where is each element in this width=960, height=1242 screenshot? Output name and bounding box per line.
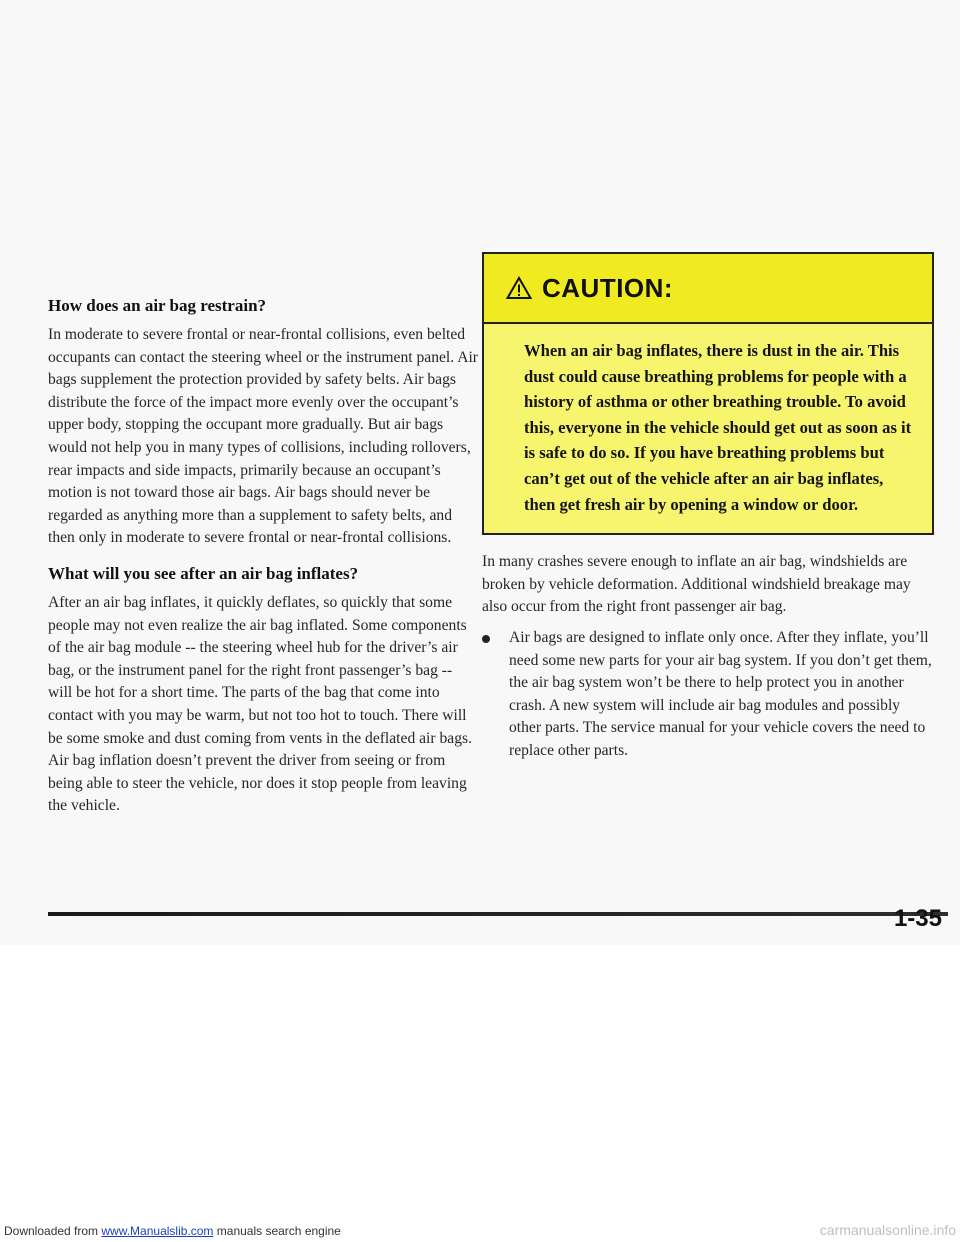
- manualslib-link[interactable]: www.Manualslib.com: [101, 1224, 214, 1238]
- left-column: [48, 296, 478, 826]
- paragraph-windshield: In many crashes severe enough to inflate an air bag, windshields are broken by vehicle deformation. Additional windshield breakage may also occur from the right front passenger air bag.: [482, 553, 911, 616]
- watermark-text: carmanualsonline.info: [819, 1222, 956, 1238]
- warning-triangle-icon: [506, 276, 532, 300]
- footer-suffix: manuals search engine: [213, 1224, 341, 1238]
- right-column: [482, 252, 934, 771]
- footer-prefix: Downloaded from: [4, 1224, 102, 1238]
- bullet-dot-icon: [482, 635, 490, 643]
- paragraph-restrain: In moderate to severe frontal or near-frontal collisions, even belted occupants can contact the steering wheel or the instrument panel. Air bags supplement the protection provided by safety belts. Air bags distribute the force of the impact more evenly over the occupant’s upper body, stopping the occupant more gradually. But air bags would not help you in many types of collisions, including rollovers, rear impacts and side impacts, primarily because an occupant’s motion is not toward those air bags. Air bags should never be regarded as anything more than a supplement to safety belts, and then only in moderate to severe frontal or near-frontal collisions.: [48, 326, 478, 547]
- caution-title: CAUTION:: [542, 272, 674, 303]
- bullet-text: Air bags are designed to inflate only once. After they inflate, you’ll need some new parts for your air bag system. If you don’t get them, the air bag system won’t be there to help protect you in another crash. A new system will include air bag modules and possibly other parts. The service manual for your vehicle covers the need to replace other parts.: [509, 628, 932, 759]
- download-footer: [4, 1224, 341, 1238]
- section-heading-restrain: How does an air bag restrain?: [48, 296, 267, 315]
- section-heading-after-inflation: What will you see after an air bag inflates?: [48, 563, 359, 583]
- paragraph-after-inflation: After an air bag inflates, it quickly deflates, so quickly that some people may not even realize the air bag inflated. Some components of the air bag module -- the steering wheel hub for the driver’s air bag, or the instrument panel for the right front passenger’s bag -- will be hot for a short time. The parts of the bag that come into contact with you may be warm, but not too hot to touch. There will be some smoke and dust coming from vents in the deflated air bags. Air bag inflation doesn’t prevent the driver from seeing or from being able to steer the vehicle, nor does it stop people from leaving the vehicle.: [48, 593, 472, 815]
- bullet-item: [482, 627, 934, 763]
- footer-rule: [48, 912, 948, 916]
- page-number: 1-35: [893, 905, 942, 932]
- caution-box: [482, 252, 934, 535]
- caution-text: When an air bag inflates, there is dust in the air. This dust could cause breathing problems for people with a history of asthma or other breathing trouble. To avoid this, everyone in the vehicle should get out as soon as it is safe to do so. If you have breathing problems but can’t get out of the vehicle after an air bag inflates, then get fresh air by opening a window or door.: [524, 341, 912, 514]
- caution-header: [484, 254, 932, 324]
